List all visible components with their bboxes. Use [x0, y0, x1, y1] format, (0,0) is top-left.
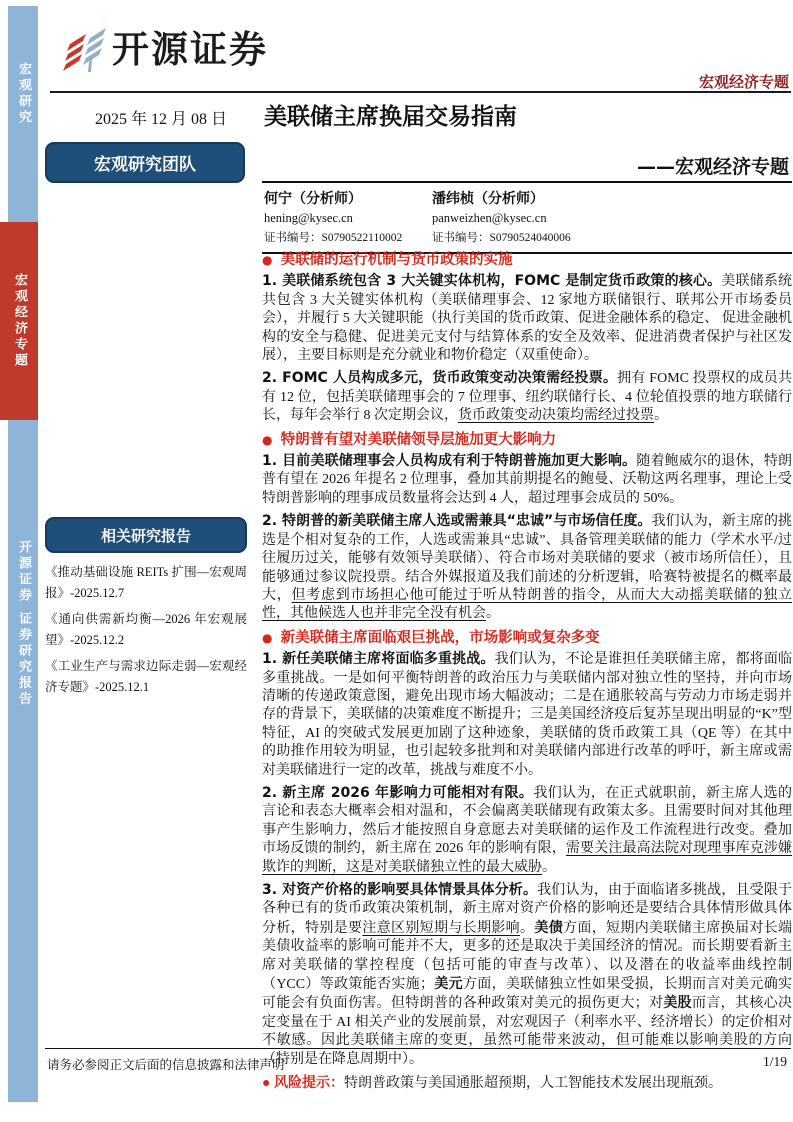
team-badge: 宏观研究团队 — [45, 142, 245, 183]
bullet-icon: ● — [262, 432, 277, 447]
related-report-item: 《通向供需新均衡—2026 年宏观展望》-2025.12.2 — [45, 612, 247, 647]
text-run: 。 — [486, 606, 500, 622]
report-body — [262, 246, 792, 1097]
section-heading: ● 美联储的运行机制与货币政策的实施 — [262, 252, 513, 268]
text-run: 需要关注最高法院对现理事库克涉嫌欺诈的判断，这是对美联储独立性的最大威胁 — [262, 841, 793, 875]
body-paragraph — [262, 272, 792, 365]
analyst-name: 何宁（分析师） — [264, 191, 362, 207]
body-paragraph — [262, 452, 792, 508]
header-rule — [50, 91, 791, 93]
sidebar-red-tab-text: 宏观经济专题 — [11, 272, 27, 370]
analyst-email: panweizhen@kysec.cn — [432, 211, 547, 225]
text-run: 我们认为，不论是谁担任美联储主席，都将面临多重挑战。一是如何平衡特朗普的政治压力与美联储内部对独立性的坚持，并向市场清晰的传递政策意图，避免出现市场大幅波动；二是在通胀较高与劳动力市场走弱并存的背景下，美联储的决策难度不断提升；三是美国经济疫后复苏呈现出明显的“K”型特征，AI 的突破式发展更加剧了这种迹象，美联储的货币政策工具（QE 等）在其中的助推作用较为明显，也引起较多批判和对美联储内部进行改革的呼吁，新主席或需对美联储进行一定的改革，挑战与难度不小。 — [262, 652, 793, 778]
analyst-cert: 证书编号：S0790524040006 — [432, 232, 571, 244]
text-run: 美元 — [434, 976, 463, 993]
text-run: 美联储系统共包含 3 大关键实体机构（美联储理事会、12 家地方联储银行、联邦公开市场委员会），并履行 5 大关键职能（执行美国的货币政策、促进金融体系的稳定、 促进金融机构的安全与稳健、促进美元支付与结算体系的安全及效率、促进消费者保护与社区发展），主要目标则是充分就业和物价稳定（双重使命）。 — [262, 274, 793, 364]
text-run: 。 — [542, 859, 556, 875]
sidebar-label-top — [8, 62, 38, 126]
body-paragraph — [262, 881, 792, 1069]
text-run: 2. 新主席 2026 年影响力可能相对有限。 — [262, 784, 534, 801]
related-reports-header: 相关研究报告 — [45, 517, 247, 553]
text-run: 我们认为，由于面临诸多挑战，且受限于各种已有的货币政策决策机制，新主席对资产价格的影响还是要结合具体情形做具体分析，特别是要 — [262, 883, 793, 936]
risk-note — [262, 1074, 792, 1093]
analyst-name: 潘纬桢（分析师） — [432, 191, 544, 207]
text-run: 货币政策变动决策均需经过投票 — [458, 408, 654, 424]
category-label: 宏观经济专题 — [698, 73, 789, 91]
body-paragraph — [262, 369, 792, 425]
bullet-icon: ● — [262, 253, 277, 267]
body-paragraph — [262, 512, 792, 623]
text-run: 注意区别短期与长期影响 — [362, 920, 521, 936]
section-heading: ● 特朗普有望对美联储领导层施加更大影响力 — [262, 431, 557, 448]
page-title: 美联储主席换届交易指南 — [264, 104, 517, 130]
related-report-item: 《工业生产与需求边际走弱—宏观经济专题》-2025.12.1 — [45, 659, 247, 694]
text-run: 但考虑到市场担心他可能过于听从特朗普的指令，从而大大动摇美联储的独立性，其他候选人也并非完全没有机会 — [262, 587, 793, 622]
body-paragraph — [262, 650, 792, 780]
analyst-email: hening@kysec.cn — [264, 211, 353, 225]
text-run: 。 — [654, 408, 668, 424]
text-run: 1. 新任美联储主席将面临多重挑战。 — [262, 651, 495, 668]
text-run: 2. 特朗普的新美联储主席人选或需兼具“忠诚”与市场信任度。 — [262, 513, 652, 530]
sidebar-label-top-text: 宏观研究 — [15, 61, 31, 127]
report-date: 2025 年 12 月 08 日 — [95, 111, 228, 128]
text-run: 我们认为，在正式就职前，新主席人选的言论和表态大概率会相对温和，不会偏离美联储现有政策太多。且需要时间对其他理事产生影响力，然后才能按照自身意愿去对美联储的运作及工作流程进行改变。叠加市场反馈的制约，新主席在 2026 年的影响有限， — [262, 785, 792, 857]
bullet-icon: ● — [262, 1076, 274, 1092]
report-subtitle: ——宏观经济专题 — [636, 156, 789, 178]
text-run: 1. 目前美联储理事会人员构成有利于特朗普施加更大影响。 — [262, 453, 637, 470]
body-paragraph — [262, 784, 792, 877]
text-run: 美股 — [663, 995, 693, 1012]
sidebar-label-bottom — [8, 540, 38, 708]
text-run: 而言，其核心决定变量在于 AI 相关产业的发展前景，对宏观因子（利率水平、经济增长）的定价相对不敏感。因此美联储主席的变更，虽然可能带来波动，但可能难以影响美股的方向（特别是在降息周期中）。 — [262, 996, 793, 1067]
section-heading: ● 新美联储主席面临艰巨挑战，市场影响或复杂多变 — [262, 629, 600, 646]
text-run: 1. 美联储系统包含 3 大关键实体机构，FOMC 是制定货币政策的核心。 — [262, 273, 722, 290]
text-run: 我们认为，新主席的挑选是个相对复杂的工作，人选或需兼具“忠诚”、具备管理美联储的能力（学术水平/过往履历过关，能够有效领导美联储）、符合市场对美联储的要求（被市场所信任），且能够通过参议院投票。结合外媒报道及我们前述的分析逻辑，哈赛特被提名的概率最大， — [262, 514, 792, 603]
brand-logo-icon — [62, 18, 106, 74]
text-run: 3. 对资产价格的影响要具体情景具体分析。 — [262, 882, 538, 898]
footer-disclaimer: 请务必参阅正文后面的信息披露和法律声明 — [47, 1058, 285, 1072]
sidebar-red-tab — [0, 222, 38, 420]
related-reports-box — [45, 517, 247, 703]
analyst-cert: 证书编号：S0790522110002 — [264, 232, 403, 244]
analyst-2 — [432, 188, 790, 245]
footer-rule — [45, 1048, 791, 1049]
text-run: 拥有 FOMC 投票权的成员共有 12 位，包括美联储理事会的 7 位理事、纽约联储行长、4 位轮值投票的地方联储行长，每年会举行 8 次定期会议， — [262, 371, 792, 424]
text-run: 方面，美联储独立性如果受损，长期而言对美元确实可能会有负面伤害。但特朗普的各种政策对美元的损伤更大；对 — [262, 977, 793, 1012]
text-run: 方面，短期内美联储主席换届对长端美债收益率的影响可能并不大，更多的还是取决于美国经济的情况。而长期要看新主席对美联储的掌控程度（包括可能的审查与改革）、以及潜在的收益率曲线控制（YCC）等政策能否实施； — [262, 920, 793, 993]
bullet-icon: ● — [262, 630, 277, 645]
risk-text: 特朗普政策与美国通胀超预期，人工智能技术发展出现瓶颈。 — [343, 1076, 722, 1092]
text-run: 随着鲍威尔的退休，特朗普有望在 2026 年提名 2 位理事，叠加其前期提名的鲍曼、沃勒这两名理事，理论上受特朗普影响的理事成员数量将会达到 4 人，超过理事会成员的 50%。 — [262, 454, 792, 506]
brand-logo — [62, 18, 268, 74]
risk-label: 风险提示： — [273, 1075, 344, 1092]
page-number: 1/19 — [762, 1054, 787, 1069]
analysts-block — [262, 181, 792, 254]
related-report-item: 《推动基础设施 REITs 扩围—宏观周报》-2025.12.7 — [45, 565, 247, 600]
text-run: 。 — [520, 920, 535, 936]
text-run: 美债 — [534, 919, 564, 936]
related-reports-list — [45, 562, 247, 698]
analyst-1 — [264, 188, 432, 245]
brand-name: 开源证券 — [112, 28, 268, 71]
text-run: 2. FOMC 人员构成多元，货币政策变动决策需经投票。 — [262, 370, 618, 387]
sidebar-label-bottom-text: 开源证券 证券研究报告 — [15, 539, 31, 708]
